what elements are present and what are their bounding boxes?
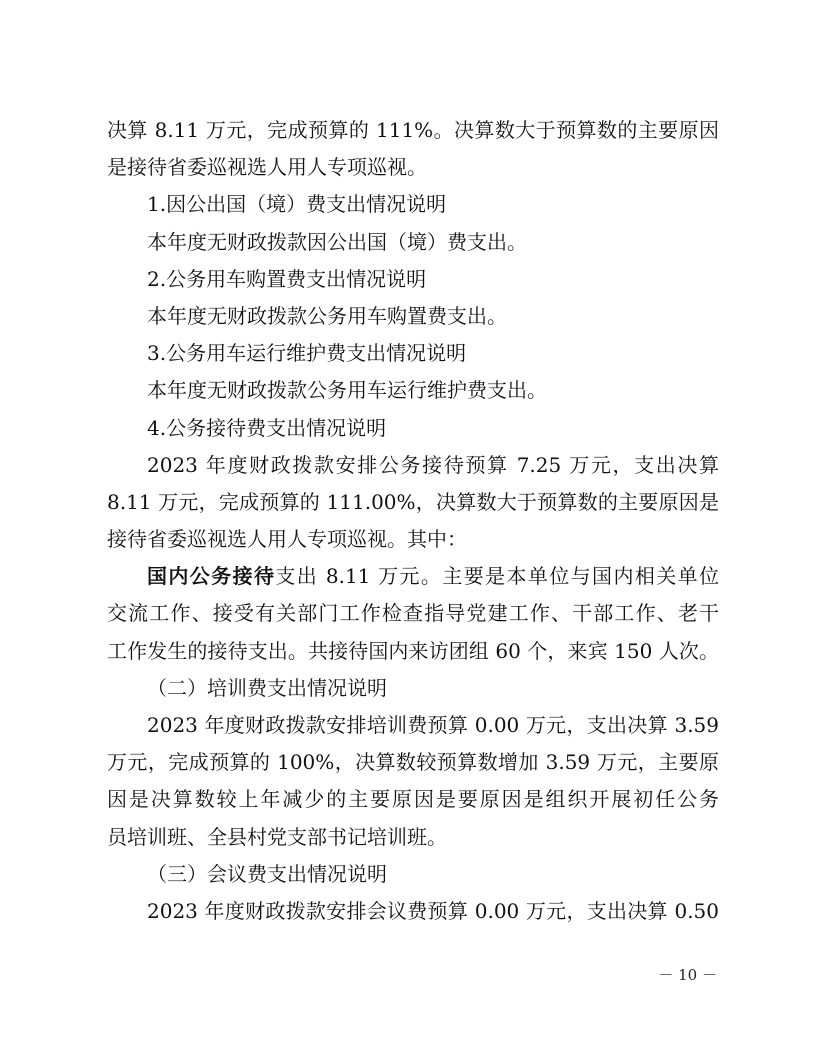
- paragraph-line: 本年度无财政拨款公务用车购置费支出。: [147, 303, 507, 328]
- section-heading: 4.公务接待费支出情况说明: [147, 415, 387, 440]
- section-heading: 3.公务用车运行维护费支出情况说明: [147, 341, 467, 366]
- paragraph-line: 本年度无财政拨款因公出国（境）费支出。: [147, 229, 527, 254]
- paragraph-line: 本年度无财政拨款公务用车运行维护费支出。: [147, 378, 547, 403]
- inline-text: 支出 8.11 万元。主要是本单位与国内相关单位: [275, 564, 719, 589]
- section-heading: 1.因公出国（境）费支出情况说明: [147, 192, 447, 217]
- inline-heading: 国内公务接待: [147, 564, 276, 589]
- paragraph-line: 交流工作、接受有关部门工作检查指导党建工作、干部工作、老干: [107, 601, 719, 626]
- paragraph-line: 工作发生的接待支出。共接待国内来访团组 60 个，来宾 150 人次。: [107, 638, 719, 663]
- section-heading: （二）培训费支出情况说明: [147, 675, 387, 700]
- paragraph-line: [107, 558, 719, 595]
- paragraph-line: 2023 年度财政拨款安排会议费预算 0.00 万元，支出决算 0.50: [147, 898, 719, 923]
- page-number: － 10 －: [658, 966, 717, 984]
- paragraph-line: 2023 年度财政拨款安排培训费预算 0.00 万元，支出决算 3.59: [147, 713, 719, 737]
- document-body: [107, 112, 719, 930]
- paragraph-line: 因是决算数较上年减少的主要原因是要原因是组织开展初任公务: [107, 787, 719, 812]
- section-heading: 2.公务用车购置费支出情况说明: [147, 266, 427, 291]
- paragraph-line: 2023 年度财政拨款安排公务接待预算 7.25 万元，支出决算: [147, 452, 719, 477]
- section-heading: （三）会议费支出情况说明: [147, 861, 387, 886]
- paragraph-line: 决算 8.11 万元，完成预算的 111%。决算数大于预算数的主要原因: [107, 118, 719, 142]
- paragraph-line: 万元，完成预算的 100%，决算数较预算数增加 3.59 万元，主要原: [107, 750, 719, 775]
- paragraph-line: 是接待省委巡视选人用人专项巡视。: [107, 155, 427, 180]
- paragraph-line: 8.11 万元，完成预算的 111.00%，决算数大于预算数的主要原因是: [107, 489, 719, 514]
- paragraph-line: 接待省委巡视选人用人专项巡视。其中：: [107, 527, 467, 552]
- paragraph-line: 员培训班、全县村党支部书记培训班。: [107, 824, 447, 849]
